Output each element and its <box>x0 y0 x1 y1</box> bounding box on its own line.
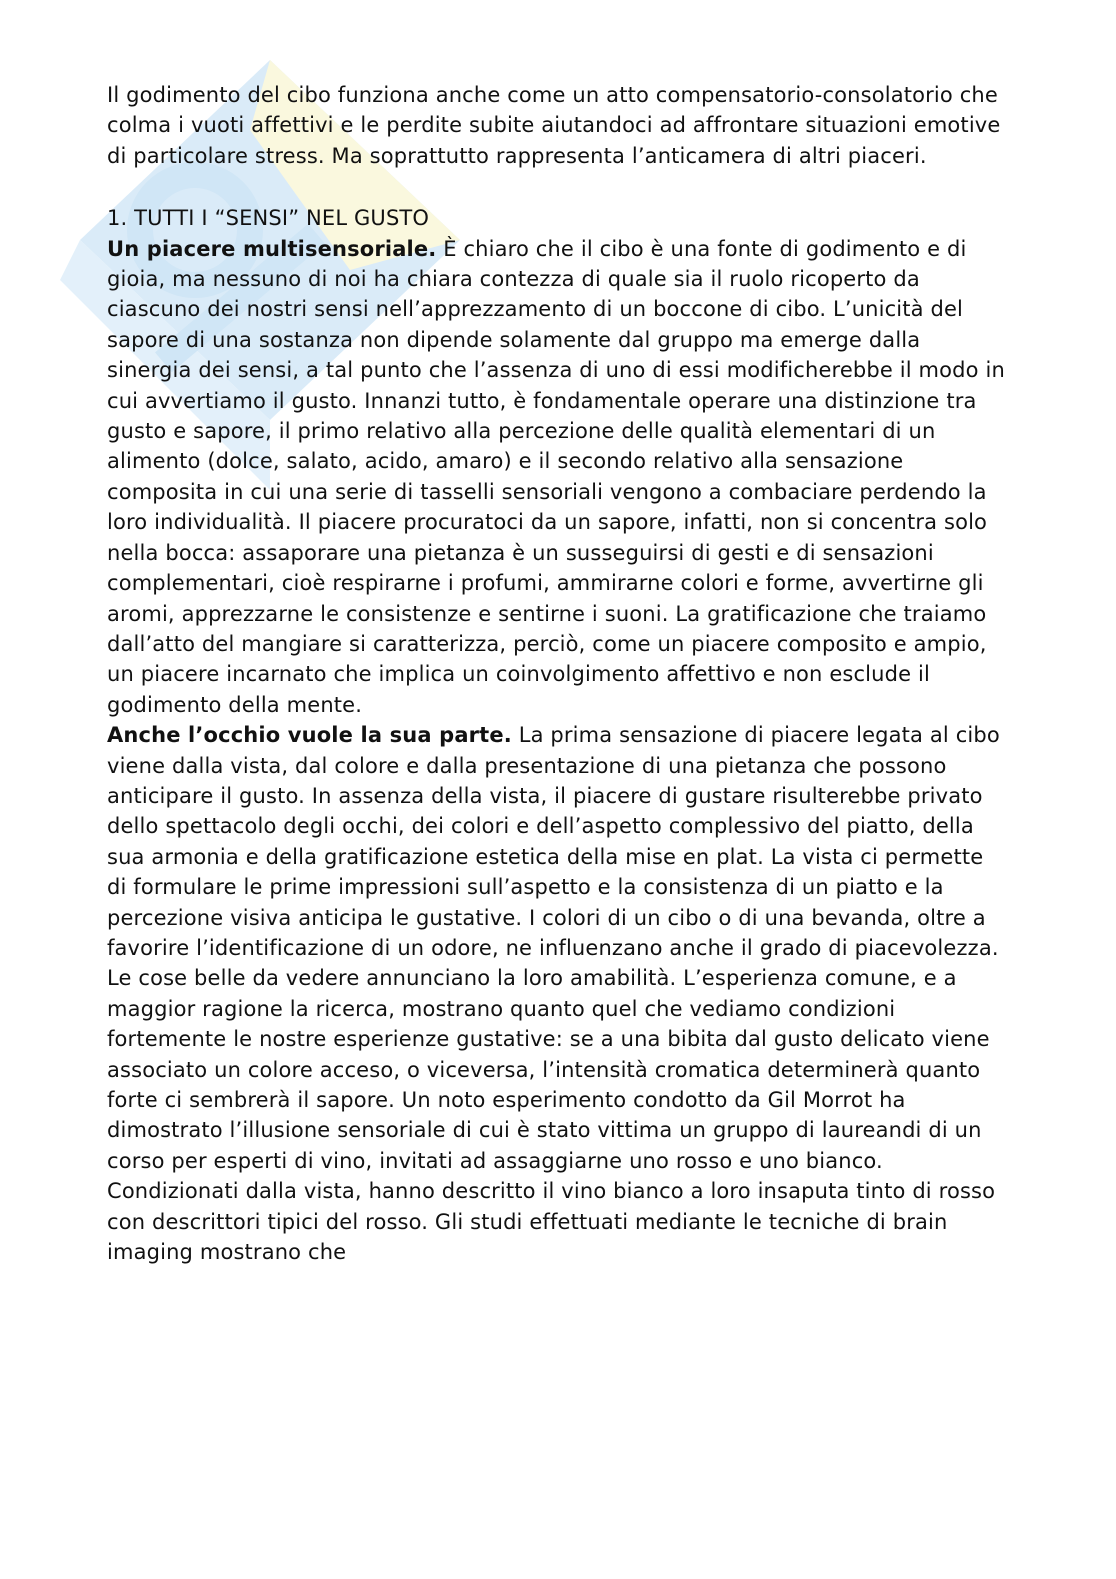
paragraph-multisensory <box>107 234 1007 721</box>
paragraph-sight <box>107 720 1007 1267</box>
document-page <box>107 80 1007 1267</box>
paragraph-body: È chiaro che il cibo è una fonte di godimento e di gioia, ma nessuno di noi ha chiara contezza di quale sia il ruolo ricoperto da ciascuno dei nostri sensi nell’apprezzamento di un boccone di cibo. L’unicità del sapore di una sostanza non dipende solamente dal gruppo ma emerge dalla sinergia dei sensi, a tal punto che l’assenza di uno di essi modificherebbe il modo in cui avvertiamo il gusto. Innanzi tutto, è fondamentale operare una distinzione tra gusto e sapore, il primo relativo alla percezione delle qualità elementari di un alimento (dolce, salato, acido, amaro) e il secondo relativo alla sensazione composita in cui una serie di tasselli sensoriali vengono a combaciare perdendo la loro individualità. Il piacere procuratoci da un sapore, infatti, non si concentra solo nella bocca: assaporare una pietanza è un susseguirsi di gesti e di sensazioni complementari, cioè respirarne i profumi, ammirarne colori e forme, avvertirne gli aromi, apprezzarne le consistenze e sentirne i suoni. La gratificazione che traiamo dall’atto del mangiare si caratterizza, perciò, come un piacere composito e ampio, un piacere incarnato che implica un coinvolgimento affettivo e non esclude il godimento della mente. <box>107 236 1005 717</box>
intro-paragraph: Il godimento del cibo funziona anche come un atto compensatorio-consolatorio che colma i vuoti affettivi e le perdite subite aiutandoci ad affrontare situazioni emotive di particolare stress. Ma soprattutto rappresenta l’anticamera di altri piaceri. <box>107 83 1001 168</box>
paragraph-lead: Anche l’occhio vuole la sua parte. <box>107 723 512 748</box>
paragraph-lead: Un piacere multisensoriale. <box>107 236 437 261</box>
section-heading: 1. TUTTI I “SENSI” NEL GUSTO <box>107 206 430 231</box>
paragraph-body: La prima sensazione di piacere legata al cibo viene dalla vista, dal colore e dalla presentazione di una pietanza che possono anticipare il gusto. In assenza della vista, il piacere di gustare risulterebbe privato dello spettacolo degli occhi, dei colori e dell’aspetto complessivo del piatto, della sua armonia e della gratificazione estetica della mise en plat. La vista ci permette di formulare le prime impressioni sull’aspetto e la consistenza di un piatto e la percezione visiva anticipa le gustative. I colori di un cibo o di una bevanda, oltre a favorire l’identificazione di un odore, ne influenzano anche il grado di piacevolezza. Le cose belle da vedere annunciano la loro amabilità. L’esperienza comune, e a maggior ragione la ricerca, mostrano quanto quel che vediamo condizioni fortemente le nostre esperienze gustative: se a una bibita dal gusto delicato viene associato un colore acceso, o viceversa, l’intensità cromatica determinerà quanto forte ci sembrerà il sapore. Un noto esperimento condotto da Gil Morrot ha dimostrato l’illusione sensoriale di cui è stato vittima un gruppo di laureandi di un corso per esperti di vino, invitati ad assaggiarne uno rosso e uno bianco. Condizionati dalla vista, hanno descritto il vino bianco a loro insaputa tinto di rosso con descrittori tipici del rosso. Gli studi effettuati mediante le tecniche di brain imaging mostrano che <box>107 723 1000 1265</box>
